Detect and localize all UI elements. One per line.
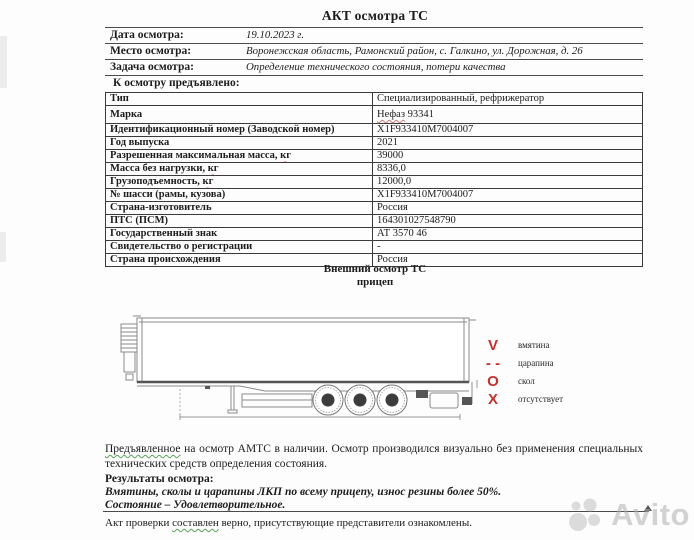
text-segment: , с. — [434, 45, 450, 57]
vehicle-row — [106, 241, 643, 254]
vehicle-row — [106, 93, 643, 106]
legend — [476, 336, 563, 408]
vehicle-row — [106, 228, 643, 241]
scan-artifact — [0, 36, 7, 88]
vehicle-value-cell — [373, 228, 643, 241]
vehicle-row — [106, 124, 643, 137]
vehicle-label-cell — [106, 106, 373, 124]
info-row — [105, 28, 643, 44]
text-segment: X1F933410M7004007 — [377, 124, 474, 136]
text-segment: 93341 — [404, 108, 434, 120]
text-segment: Государственный знак — [110, 228, 218, 240]
text-segment: Россия — [377, 254, 408, 266]
vehicle-value-cell — [373, 189, 643, 202]
vehicle-label-cell — [106, 228, 373, 241]
text-segment: Свидетельство о регистрации — [110, 241, 253, 253]
vehicle-value-cell — [373, 163, 643, 176]
vehicle-row — [106, 215, 643, 228]
legend-item — [476, 390, 563, 408]
vehicle-label-cell — [106, 124, 373, 137]
legend-label: отсутствует — [518, 394, 564, 404]
info-row — [105, 44, 643, 60]
vehicle-table-body — [106, 93, 643, 267]
text-segment: составлен — [172, 517, 219, 529]
vehicle-value-cell — [373, 241, 643, 254]
vehicle-row — [106, 163, 643, 176]
vehicle-row — [106, 106, 643, 124]
text-segment: Год выпуска — [110, 137, 170, 149]
vehicle-value-cell — [373, 93, 643, 106]
legend-symbol-icon: X — [487, 390, 498, 408]
exterior-inspection-title: Внешний осмотр ТС — [323, 263, 427, 275]
exterior-inspection-subtitle: прицеп — [356, 276, 394, 288]
vehicle-row — [106, 202, 643, 215]
legend-symbol-icon: - - — [485, 354, 501, 372]
text-segment: Идентификационный номер (Заводской номер) — [110, 124, 335, 136]
text-segment: 19.10.2023 г. — [246, 29, 305, 41]
info-value — [234, 29, 643, 41]
vehicle-label-cell — [106, 93, 373, 106]
text-segment: X1F933410M7004007 — [377, 189, 474, 201]
info-value — [234, 45, 643, 57]
avito-watermark — [567, 496, 690, 534]
vehicle-table — [105, 92, 643, 267]
text-segment: кг — [280, 150, 291, 162]
text-segment: АТ 3570 46 — [377, 228, 427, 240]
text-segment: Масса без нагрузки, — [110, 163, 208, 175]
info-row — [105, 60, 643, 76]
vehicle-label-cell — [106, 176, 373, 189]
text-segment: Разрешенная максимальная масса, — [110, 150, 281, 162]
vehicle-value-cell — [373, 202, 643, 215]
text-segment: Россия — [377, 202, 408, 214]
vehicle-label-cell — [106, 150, 373, 163]
text-segment: на осмотр АМТС в наличии. Осмотр производился визуально без применения специальных технических средств определения состояния. — [105, 443, 643, 470]
final-note — [105, 517, 472, 529]
text-segment: 8336,0 — [377, 163, 406, 175]
text-segment: Страна происхождения — [110, 254, 221, 266]
text-segment: Специализированный, рефрижератор — [377, 93, 545, 105]
text-segment: Определение технического состояния, потери качества — [246, 61, 506, 73]
vehicle-label-cell — [106, 215, 373, 228]
vehicle-row — [106, 150, 643, 163]
vehicle-value-cell — [373, 106, 643, 124]
vehicle-value-cell — [373, 124, 643, 137]
text-segment: - — [377, 241, 381, 253]
info-label: Дата осмотра: — [110, 29, 184, 41]
text-segment: 164301027548790 — [377, 215, 456, 227]
results-line-2: Состояние – Удовлетворительное. — [105, 499, 286, 511]
vehicle-row — [106, 137, 643, 150]
trailer-side-view-drawing — [100, 294, 500, 434]
text-segment: Страна-изготовитель — [110, 202, 212, 214]
text-segment: Нефаз — [377, 108, 405, 120]
text-segment: верно, присутствующие представители ознакомлены. — [218, 517, 472, 529]
info-label: Задача осмотра: — [110, 61, 194, 73]
vehicle-value-cell — [373, 176, 643, 189]
vehicle-row — [106, 189, 643, 202]
vehicle-row — [106, 176, 643, 189]
vehicle-label-cell — [106, 241, 373, 254]
text-segment: Акт проверки — [105, 517, 173, 529]
vehicle-value-cell — [373, 137, 643, 150]
presented-heading: К осмотру предъявлено: — [113, 77, 240, 89]
text-segment: Марка — [110, 108, 143, 120]
availability-paragraph — [105, 442, 643, 472]
text-segment: , ул. Дорожная, д. 26 — [487, 45, 583, 57]
vehicle-value-cell — [373, 215, 643, 228]
text-segment: Предъявленное — [105, 443, 181, 455]
legend-symbol-icon: O — [487, 372, 499, 390]
legend-item — [476, 354, 563, 372]
text-segment: 2021 — [377, 137, 398, 149]
text-segment: Рамонский район — [354, 45, 435, 57]
results-line-1: Вмятины, сколы и царапины ЛКП по всему прицепу, износ резины более 50%. — [105, 486, 502, 498]
scan-artifact — [0, 232, 6, 262]
info-table — [105, 27, 643, 76]
info-label: Место осмотра: — [110, 45, 192, 57]
avito-watermark-text: Avito — [611, 497, 690, 532]
vehicle-value-cell — [373, 150, 643, 163]
info-value — [234, 61, 643, 73]
vehicle-label-cell — [106, 163, 373, 176]
text-segment: Галкино — [449, 45, 488, 57]
document-title: АКТ осмотра ТС — [321, 8, 429, 23]
text-segment: кг — [202, 176, 214, 188]
text-segment: Грузоподъемность, — [110, 176, 203, 188]
legend-label: скол — [518, 376, 535, 386]
text-segment: Воронежская область, — [246, 45, 355, 57]
legend-label: царапина — [518, 358, 554, 368]
text-segment: № шасси (рамы, кузова) — [110, 189, 226, 201]
text-segment: кг — [207, 163, 219, 175]
vehicle-label-cell — [106, 189, 373, 202]
text-segment: Тип — [110, 93, 129, 105]
legend-item — [476, 372, 563, 390]
vehicle-label-cell — [106, 202, 373, 215]
avito-logo-icon — [567, 496, 611, 534]
legend-label: вмятина — [518, 340, 550, 350]
vehicle-label-cell — [106, 137, 373, 150]
results-heading: Результаты осмотра: — [105, 473, 214, 485]
text-segment: 39000 — [377, 150, 404, 162]
text-segment: ПТС (ПСМ) — [110, 215, 169, 227]
legend-symbol-icon: V — [487, 336, 498, 354]
text-segment: 12000,0 — [377, 176, 412, 188]
legend-item — [476, 336, 563, 354]
